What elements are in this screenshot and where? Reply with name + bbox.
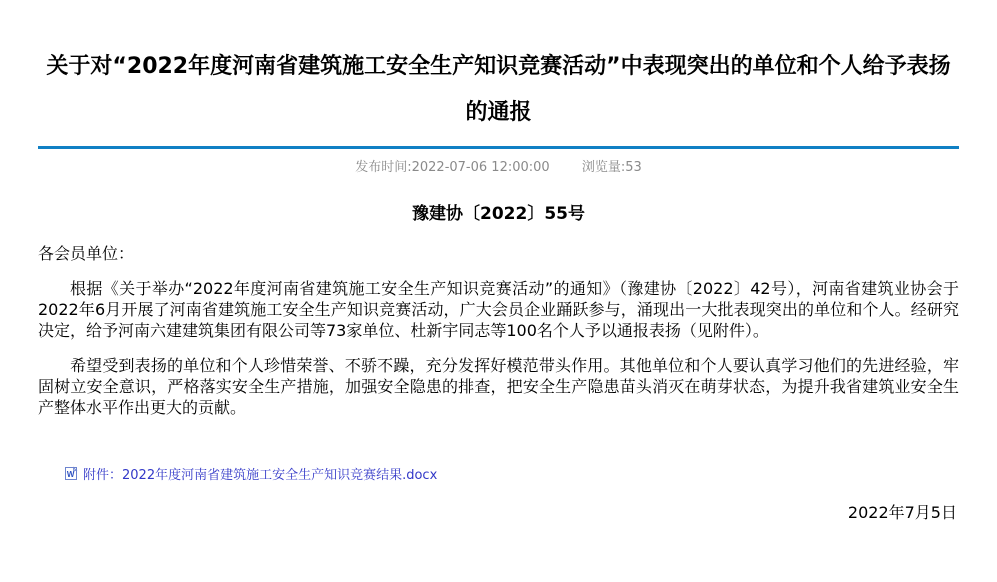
page-title: 关于对“2022年度河南省建筑施工安全生产知识竞赛活动”中表现突出的单位和个人给予表扬的通报 <box>46 54 951 125</box>
salutation: 各会员单位： <box>38 244 135 263</box>
notice-body <box>38 243 959 418</box>
paragraph-1: 根据《关于举办“2022年度河南省建筑施工安全生产知识竞赛活动”的通知》（豫建协〔2022〕42号），河南省建筑业协会于2022年6月开展了河南省建筑施工安全生产知识竞赛活动，广大会员企业踊跃参与，涌现出一大批表现突出的单位和个人。经研究决定，给予河南六建建筑集团有限公司等73家单位、杜新宇同志等100名个人予以通报表扬（见附件）。 <box>38 279 959 340</box>
notice-page <box>0 44 997 582</box>
paragraph-2: 希望受到表扬的单位和个人珍惜荣誉、不骄不躁，充分发挥好模范带头作用。其他单位和个人要认真学习他们的先进经验，牢固树立安全意识，严格落实安全生产措施，加强安全隐患的排查，把安全生产隐患苗头消灭在萌芽状态，为提升我省建筑业安全生产整体水平作出更大的贡献。 <box>38 356 959 417</box>
doc-number: 豫建协〔2022〕55号 <box>412 204 585 224</box>
publish-time: 发布时间:2022-07-06 12:00:00 <box>355 160 550 175</box>
svg-text:W: W <box>66 470 75 479</box>
word-doc-icon <box>64 466 79 481</box>
attachment-link[interactable]: 附件：2022年度河南省建筑施工安全生产知识竞赛结果.docx <box>83 468 438 483</box>
meta-row <box>38 156 959 175</box>
signature-date: 2022年7月5日 <box>847 503 957 522</box>
view-count: 浏览量:53 <box>581 160 642 175</box>
attachment-row <box>64 464 959 483</box>
title-divider <box>38 146 959 149</box>
